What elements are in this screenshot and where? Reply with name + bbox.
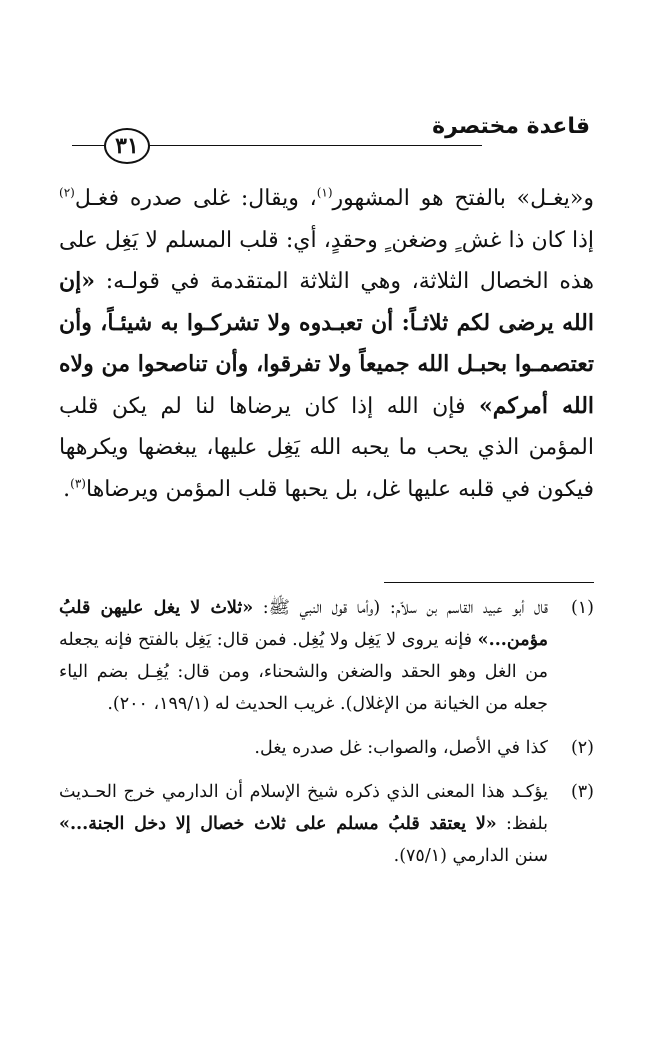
footnote-2 — [59, 732, 594, 764]
footnote-text-run: فإنه يروى لا يَغِل ولا يُغِل. فمن قال: يَغِل بالفتح فإنه يجعله من الغل وهو الحقد والضغن والشحناء، ومن قال: يُغِـل بضم الياء جعله من الخيانة من الإغلال). غريب الحديث له (١٩٩/١، ٢٠٠). — [59, 630, 548, 714]
footnote-text — [59, 592, 548, 720]
footnote-text-run: كذا في الأصل، والصواب: غل صدره يغل. — [254, 738, 548, 758]
hadith-quote: «إن الله يرضى لكم ثلاثـاً: أن تعبـدوه ولا تشركـوا به شيئـاً، وأن تعتصمـوا بحبـل الله جميعاً ولا تفرقوا، وأن تناصحوا من ولاه الله أمركم» — [59, 268, 595, 419]
footnote-text-run: سنن الدارمي (٧٥/١). — [393, 846, 548, 866]
main-text-run: . — [63, 476, 71, 502]
footnote-text-run: قال أبو عبيد القاسم بن سلاّم: (وأما قول النبي ﷺ: — [253, 598, 548, 618]
footnote-number: (١) — [570, 598, 594, 618]
running-title: قاعدة مختصرة — [432, 114, 590, 139]
footnote-1 — [59, 592, 594, 720]
footnote-text — [59, 732, 548, 764]
page-number: ٣١ — [104, 128, 150, 164]
footnote-number: (٢) — [570, 738, 594, 758]
main-paragraph — [59, 178, 594, 510]
footnote-separator — [384, 582, 594, 583]
main-text-run: ، ويقال: غلى صدره فغـل — [74, 186, 317, 211]
footnotes — [59, 592, 594, 884]
footnote-quote: «ثلاث لا يغل عليهن قلبُ مؤمن...» — [59, 598, 548, 650]
footnote-ref-3: (٣) — [70, 476, 86, 491]
footnote-text-run: يؤكـد هذا المعنى الذي ذكره شيخ الإسلام أن الدارمي خرج الحـديث بلفظ: — [59, 782, 548, 834]
footnote-ref-2: (٢) — [59, 185, 75, 200]
footnote-ref-1: (١) — [316, 185, 333, 200]
main-text-run: فإن الله إذا كان يرضاها لنا لم يكن قلب المؤمن الذي يحب ما يحبه الله يَغِل عليها، يبغضها ويكرهها فيكون في قلبه عليها غل، بل يحبها قلب المؤمن ويرضاها — [59, 393, 594, 502]
footnote-quote: «لا يعتقد قلبُ مسلم على ثلاث خصال إلا دخل الجنة...» — [59, 814, 497, 834]
main-text — [59, 178, 594, 510]
footnote-3 — [59, 776, 594, 872]
footnote-text — [59, 776, 548, 872]
main-text-run: إذا كان ذا غش ٍ وضغن ٍ وحقدٍ، أي: قلب المسلم لا يَغِل على هذه الخصال الثلاثة، وهي الثلاثة المتقدمة في قولـه: — [59, 227, 594, 294]
page-header — [72, 112, 590, 159]
main-text-run: و«يغـل» بالفتح هو المشهور — [332, 186, 594, 211]
footnote-number: (٣) — [570, 782, 594, 802]
